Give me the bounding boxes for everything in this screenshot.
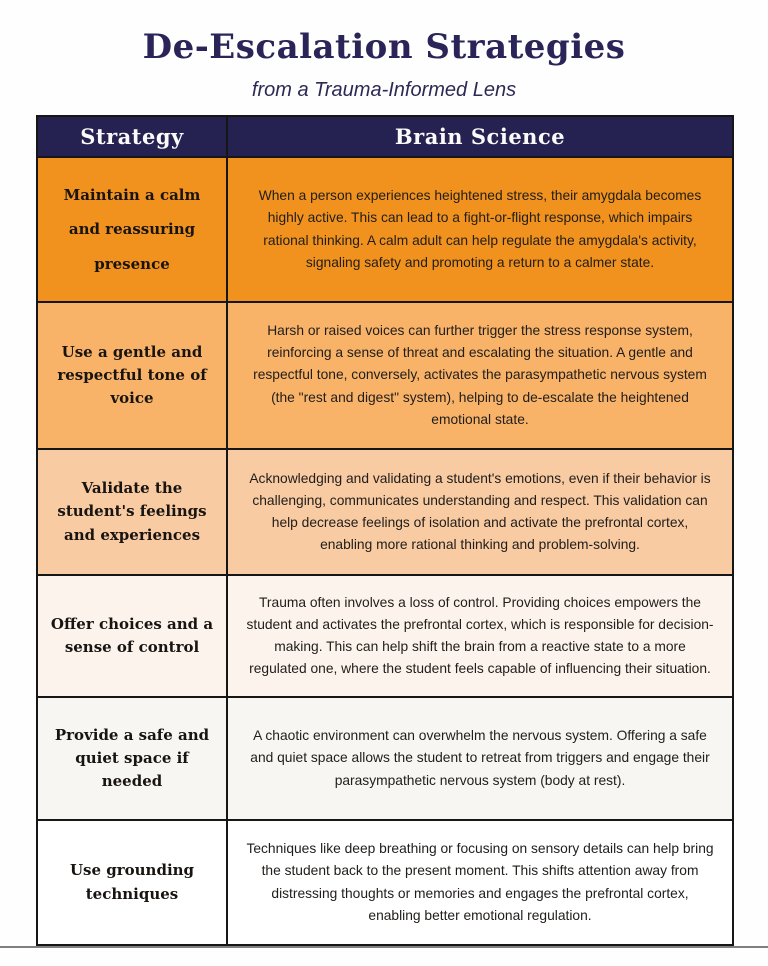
column-header-brain-science: Brain Science [227, 116, 733, 157]
header-row [37, 116, 733, 157]
table-row [37, 575, 733, 697]
table-row [37, 697, 733, 820]
science-cell: Harsh or raised voices can further trigger the stress response system, reinforcing a sense of threat and escalating the situation. A gentle and respectful tone, conversely, activates the parasympathetic nervous system (the "rest and digest" system), helping to de-escalate the heightened emotional state. [227, 302, 733, 449]
strategy-cell: Use grounding techniques [37, 820, 227, 945]
table-row [37, 157, 733, 302]
science-cell: Acknowledging and validating a student's emotions, even if their behavior is challenging, communicates understanding and respect. This validation can help decrease feelings of isolation and activate the prefrontal cortex, enabling more rational thinking and problem-solving. [227, 449, 733, 575]
strategies-table [36, 115, 734, 946]
science-cell: Techniques like deep breathing or focusing on sensory details can help bring the student back to the present moment. This shifts attention away from distressing thoughts or memories and engages the prefrontal cortex, enabling better emotional regulation. [227, 820, 733, 945]
strategy-cell: Validate the student's feelings and experiences [37, 449, 227, 575]
science-cell: When a person experiences heightened stress, their amygdala becomes highly active. This can lead to a fight-or-flight response, which impairs rational thinking. A calm adult can help regulate the amygdala's activity, signaling safety and promoting a return to a calmer state. [227, 157, 733, 302]
table-row [37, 820, 733, 945]
column-header-strategy: Strategy [37, 116, 227, 157]
table-header [37, 116, 733, 157]
strategy-cell: Use a gentle and respectful tone of voice [37, 302, 227, 449]
page-bottom-edge [0, 946, 768, 948]
table-row [37, 302, 733, 449]
table-row [37, 449, 733, 575]
strategy-cell: Provide a safe and quiet space if needed [37, 697, 227, 820]
strategy-cell: Maintain a calm and reassuring presence [37, 157, 227, 302]
page-subtitle: from a Trauma-Informed Lens [251, 79, 517, 101]
strategy-cell: Offer choices and a sense of control [37, 575, 227, 697]
document-header [0, 0, 768, 102]
page-title: De-Escalation Strategies [142, 27, 626, 67]
science-cell: Trauma often involves a loss of control. Providing choices empowers the student and activates the prefrontal cortex, which is responsible for decision-making. This can help shift the brain from a reactive state to a more regulated one, where the student feels capable of influencing their situation. [227, 575, 733, 697]
science-cell: A chaotic environment can overwhelm the nervous system. Offering a safe and quiet space allows the student to retreat from triggers and engage their parasympathetic nervous system (body at rest). [227, 697, 733, 820]
